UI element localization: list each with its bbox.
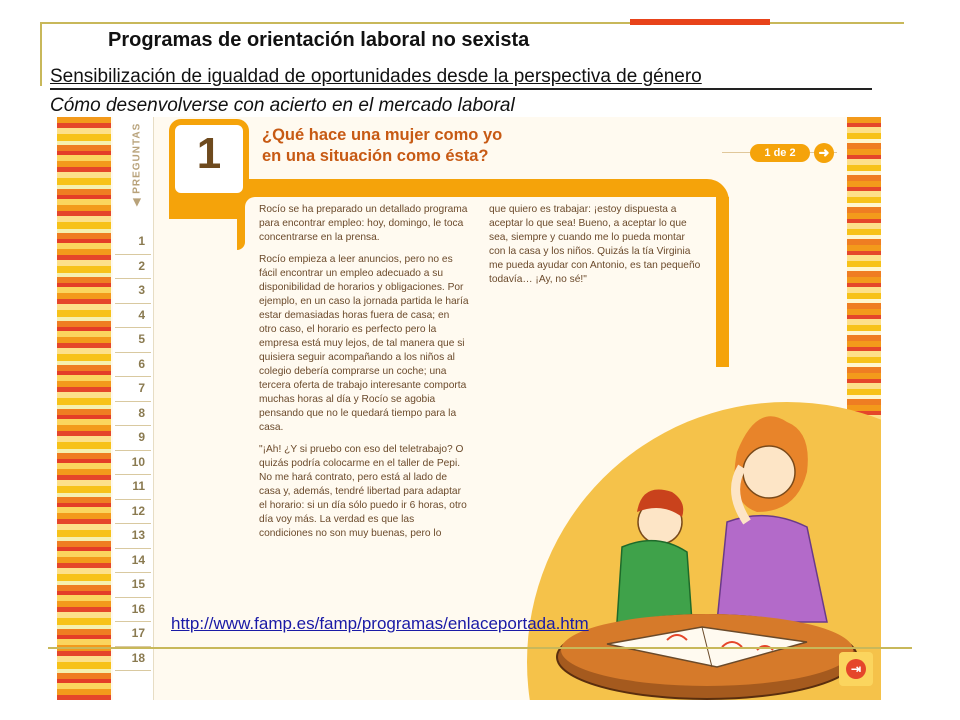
slide-frame-bottom — [48, 647, 912, 649]
slide-subtitle-2: Cómo desenvolverse con acierto en el mercado laboral — [50, 95, 515, 116]
question-link-1[interactable]: 1 — [115, 230, 151, 255]
question-link-7[interactable]: 7 — [115, 377, 151, 402]
content-panel-right-edge — [716, 197, 729, 367]
question-link-17[interactable]: 17 — [115, 622, 151, 647]
source-link[interactable]: http://www.famp.es/famp/programas/enlaceportada.htm — [171, 614, 589, 633]
question-link-18[interactable]: 18 — [115, 647, 151, 672]
question-link-12[interactable]: 12 — [115, 500, 151, 525]
embedded-screenshot — [57, 117, 881, 700]
question-title — [262, 125, 522, 167]
exit-button[interactable] — [839, 652, 873, 686]
question-title-line-1: ¿Qué hace una mujer como yo — [262, 126, 503, 144]
slide-frame-accent — [630, 19, 770, 25]
content-panel-left-edge — [237, 205, 245, 250]
question-number: 1 — [196, 129, 222, 178]
preguntas-text: ◀ PREGUNTAS — [131, 122, 143, 207]
question-link-6[interactable]: 6 — [115, 353, 151, 378]
slide-frame-left — [40, 22, 42, 86]
question-link-16[interactable]: 16 — [115, 598, 151, 623]
left-stripe-decoration — [57, 117, 111, 700]
question-link-10[interactable]: 10 — [115, 451, 151, 476]
story-paragraph: que quiero es trabajar: ¡estoy dispuesta a aceptar lo que sea! Bueno, a aceptar lo que sea, siempre y cuando me lo pueda montar con la casa y los niños. Quizás la tía Virginia me pueda ayudar con Antonio, es tan pequeño todavía… ¡Ay, no sé!" — [489, 204, 701, 285]
illustration-mother-and-child — [457, 362, 881, 700]
story-paragraph: Rocío empieza a leer anuncios, pero no es fácil encontrar un empleo adecuado a su disponibilidad de horarios y obligaciones. Por ejemplo, en un caso la jornada partida le haría estar demasiadas horas fuera de casa; en otro caso, el horario es perfecto pero la empresa está muy lejos, de tal manera que si quisiera seguir acompañando a los niños al colegio debería comprarse un coche; una tercera oferta de trabajo interesante comporta muchas horas al día y Rocío se agobia pensando que no le quedará tiempo para la casa. — [259, 254, 469, 433]
question-number-list — [115, 230, 151, 671]
page-indicator: 1 de 2 — [750, 144, 810, 162]
slide-frame-top — [40, 22, 904, 24]
story-column-1 — [259, 203, 469, 549]
story-paragraph: Rocío se ha preparado un detallado programa para encontrar empleo: hoy, domingo, le toca concentrarse en la prensa. — [259, 204, 468, 243]
slide-subtitle-1: Sensibilización de igualdad de oportunidades desde la perspectiva de género — [50, 66, 702, 87]
question-link-15[interactable]: 15 — [115, 573, 151, 598]
question-link-2[interactable]: 2 — [115, 255, 151, 280]
question-link-13[interactable]: 13 — [115, 524, 151, 549]
question-title-line-2: en una situación como ésta? — [262, 147, 489, 165]
question-link-4[interactable]: 4 — [115, 304, 151, 329]
preguntas-label[interactable] — [119, 123, 149, 213]
question-link-3[interactable]: 3 — [115, 279, 151, 304]
question-link-8[interactable]: 8 — [115, 402, 151, 427]
arrow-right-icon[interactable]: ➜ — [814, 143, 834, 163]
slide-title: Programas de orientación laboral no sexista — [108, 29, 530, 51]
question-link-5[interactable]: 5 — [115, 328, 151, 353]
question-link-14[interactable]: 14 — [115, 549, 151, 574]
story-column-2 — [489, 203, 704, 295]
question-link-9[interactable]: 9 — [115, 426, 151, 451]
exit-icon: ⇥ — [846, 659, 866, 679]
question-link-11[interactable]: 11 — [115, 475, 151, 500]
story-paragraph: "¡Ah! ¿Y si pruebo con eso del teletrabajo? O quizás podría colocarme en el taller de Pepi. No me hará contrato, pero está al lado de casa y, además, tendré libertad para adaptar el horario: si un día sólo puedo ir 6 horas, otro día voy más. La verdad es que las condiciones no son muy buenas, pero lo — [259, 444, 467, 539]
subtitle-underline — [50, 88, 872, 90]
question-number-box — [169, 119, 249, 199]
